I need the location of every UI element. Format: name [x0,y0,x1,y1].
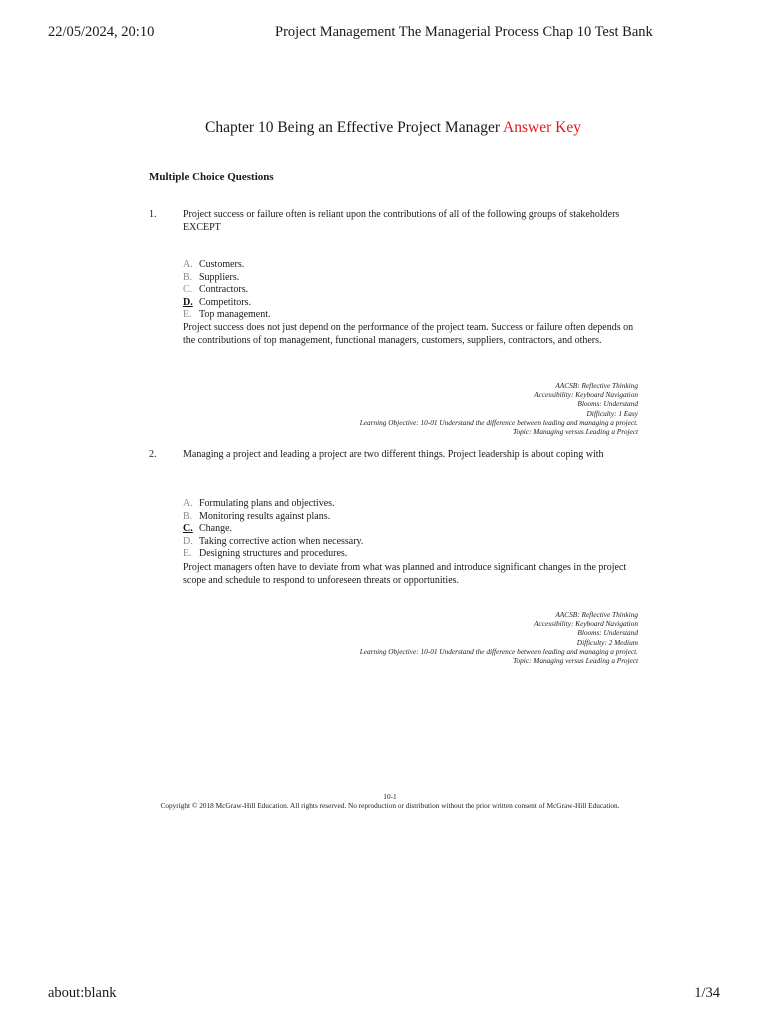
print-url: about:blank [48,985,117,1001]
option-letter: E. [183,548,192,560]
section-heading: Multiple Choice Questions [149,171,274,183]
correct-option-letter: C. [183,523,193,535]
question-text: Managing a project and leading a project are two different things. Project leadership is about coping with [183,449,604,460]
question-text: Project success or failure often is reliant upon the contributions of all of the following groups of stakeholders EXCEPT [183,209,620,233]
correct-option-letter: D. [183,296,193,308]
meta-blooms: Blooms: Understand [577,628,638,638]
answer-option-e [183,309,643,322]
option-letter: A. [183,259,193,270]
print-datetime: 22/05/2024, 20:10 [48,24,155,40]
answer-option-d-correct [183,297,643,310]
option-text: Taking corrective action when necessary. [199,535,364,547]
option-text: Contractors. [199,284,249,296]
option-letter: B. [183,271,193,283]
print-document-title: Project Management The Managerial Process Chap 10 Test Bank [275,24,653,40]
print-header [48,24,728,44]
option-text: Change. [199,523,233,535]
answer-explanation: Project managers often have to deviate from what was planned and introduce significant changes in the project scope and schedule to respond to unforeseen threats or opportunities. [183,562,627,586]
meta-accessibility: Accessibility: Keyboard Navigation [534,619,638,629]
answer-key-label: Answer Key [503,119,581,136]
answer-explanation: Project success does not just depend on the performance of the project team. Success or failure often depends on the contributions of top management, functional managers, customers, suppliers, contractors, and others. [183,322,634,346]
answer-option-a [183,259,643,272]
answer-option-a [183,498,643,511]
answer-option-b [183,511,643,524]
question-number: 2. [149,449,157,460]
option-letter: B. [183,510,193,522]
meta-difficulty: Difficulty: 2 Medium [576,637,638,647]
answer-option-c-correct [183,523,643,536]
answer-option-e [183,548,643,561]
meta-learning-objective: Learning Objective: 10-01 Understand the difference between leading and managing a project. [359,646,638,656]
question-2-metadata [218,610,638,665]
meta-topic: Topic: Managing versus Leading a Project [513,427,638,437]
page-number-label: 10-1 [383,792,397,801]
meta-blooms: Blooms: Understand [577,399,638,409]
meta-difficulty: Difficulty: 1 Easy [586,408,638,418]
meta-aacsb: AACSB: Reflective Thinking [555,381,638,390]
page-footer [140,792,640,811]
meta-learning-objective: Learning Objective: 10-01 Understand the difference between leading and managing a project. [359,417,638,427]
chapter-title [0,119,768,137]
option-letter: A. [183,498,193,509]
option-text: Customers. [199,259,245,270]
copyright-notice: Copyright © 2018 McGraw-Hill Education. All rights reserved. No reproduction or distribution without the prior written consent of McGraw-Hill Education. [160,801,620,811]
meta-accessibility: Accessibility: Keyboard Navigation [534,390,638,400]
answer-options [183,498,643,561]
chapter-title-text: Chapter 10 Being an Effective Project Manager [205,119,501,136]
option-letter: E. [183,309,192,321]
answer-option-c [183,284,643,297]
meta-aacsb: AACSB: Reflective Thinking [555,610,638,619]
question-1-metadata [218,381,638,436]
option-letter: D. [183,535,193,547]
option-letter: C. [183,284,193,296]
answer-options [183,259,643,322]
option-text: Designing structures and procedures. [199,548,348,560]
option-text: Competitors. [199,296,251,308]
answer-option-b [183,272,643,285]
option-text: Suppliers. [199,271,240,283]
print-page-count: 1/34 [694,985,720,1001]
option-text: Top management. [199,309,271,321]
option-text: Formulating plans and objectives. [199,498,335,509]
answer-option-d [183,536,643,549]
option-text: Monitoring results against plans. [199,510,331,522]
question-number: 1. [149,209,157,220]
meta-topic: Topic: Managing versus Leading a Project [513,656,638,666]
